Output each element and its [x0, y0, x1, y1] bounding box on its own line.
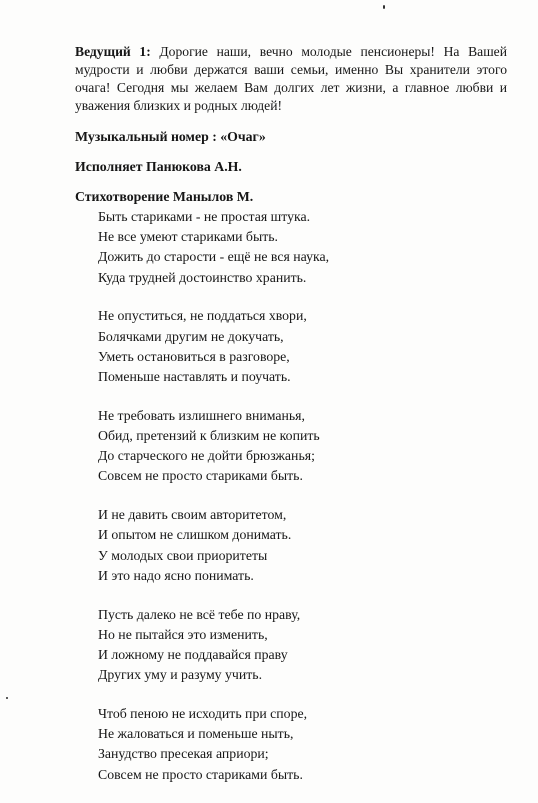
poem-stanza [98, 505, 428, 586]
poem-line: Обид, претензий к близким не копить [98, 428, 320, 444]
poem-line: Чтоб пеною не исходить при споре, [98, 706, 308, 722]
performer-heading: Исполняет Панюкова А.Н. [75, 159, 242, 174]
poem-line: Но не пытайся это изменить, [98, 626, 268, 642]
intro-text: Дорогие наши, вечно молодые пенсионеры! На Вашей мудрости и любви держатся ваши семьи, именно Вы хранители этого очага! Сегодня мы желаем Вам долгих лет жизни, а главное любви и уважения близких и родных людей! [75, 44, 507, 113]
poem-line: Быть стариками - не простая штука. [98, 209, 311, 224]
poem-line: Болячками другим не докучать, [98, 328, 284, 344]
poem-line: До старческого не дойти брюзжанья; [98, 448, 315, 464]
poem-line: Поменьше наставлять и поучать. [98, 369, 291, 385]
poem-line: Занудство пресекая априори; [98, 746, 269, 762]
poem-stanza [98, 605, 428, 686]
poem-body [98, 207, 428, 803]
poem-line: Не требовать излишнего вниманья, [98, 407, 305, 423]
poem-line: Других уму и разуму учить. [98, 667, 263, 683]
poem-line: Куда трудней достоинство хранить. [98, 269, 307, 285]
scan-speck-left [6, 697, 8, 699]
poem-line: У молодых свои приоритеты [98, 547, 268, 563]
speaker-label: Ведущий 1: [75, 44, 151, 59]
poem-line: Пусть далеко не всё тебе по нраву, [98, 606, 301, 622]
poem-stanza [98, 704, 428, 785]
poem-line: Совсем не просто стариками быть. [98, 766, 303, 782]
poem-line: Не все умеют стариками быть. [98, 229, 278, 245]
poem-line: И не давить своим авторитетом, [98, 507, 287, 523]
poem-stanza [98, 207, 428, 288]
poem-stanza [98, 306, 428, 387]
scan-speck-top [383, 5, 385, 9]
poem-stanza [98, 406, 428, 487]
poem-line: Уметь остановиться в разговоре, [98, 348, 290, 364]
poem-line: И это надо ясно понимать. [98, 567, 254, 583]
poem-title-heading: Стихотворение Манылов М. [75, 189, 254, 204]
poem-line: Не жаловаться и поменьше ныть, [98, 726, 294, 742]
host-intro-paragraph [75, 43, 507, 115]
poem-line: Совсем не просто стариками быть. [98, 468, 303, 484]
poem-line: И ложному не поддавайся праву [98, 647, 288, 663]
poem-line: Дожить до старости - ещё не вся наука, [98, 249, 330, 265]
music-number-heading: Музыкальный номер : «Очаг» [75, 129, 266, 144]
poem-line: Не опуститься, не поддаться хвори, [98, 308, 307, 324]
poem-line: И опытом не слишком донимать. [98, 527, 292, 543]
